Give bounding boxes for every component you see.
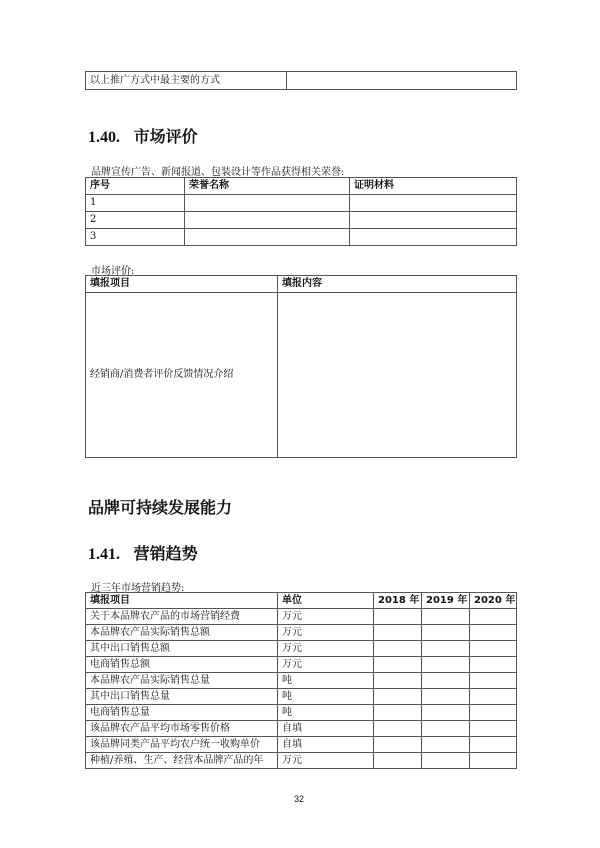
honor-table (85, 177, 517, 246)
table-row (86, 195, 517, 212)
trend-cell-2020[interactable] (470, 673, 517, 689)
trend-cell-2019[interactable] (422, 721, 470, 737)
table-row (86, 689, 517, 705)
table-row (86, 721, 517, 737)
trend-row-unit: 吨 (278, 673, 374, 689)
trend-cell-2019[interactable] (422, 609, 470, 625)
section-number: 1.40. (88, 129, 120, 146)
trend-row-unit: 自填 (278, 737, 374, 753)
trend-cell-2019[interactable] (422, 689, 470, 705)
trend-cell-2020[interactable] (470, 689, 517, 705)
table-row (86, 737, 517, 753)
trend-cell-2019[interactable] (422, 673, 470, 689)
evaluation-caption: 市场评价: (91, 266, 135, 277)
trend-cell-2020[interactable] (470, 657, 517, 673)
trend-cell-2018[interactable] (374, 609, 422, 625)
table-row (86, 657, 517, 673)
trend-row-item: 本品牌农产品实际销售总量 (86, 673, 278, 689)
trend-cell-2020[interactable] (470, 609, 517, 625)
evaluation-header-item: 填报项目 (86, 276, 278, 293)
trend-row-item: 关于本品牌农产品的市场营销经费 (86, 609, 278, 625)
table-row (86, 705, 517, 721)
trend-row-unit: 万元 (278, 609, 374, 625)
honor-row-proof[interactable] (350, 195, 517, 212)
trend-cell-2018[interactable] (374, 673, 422, 689)
section-heading-1-41 (88, 541, 198, 564)
trend-row-item: 该品牌农产品平均市场零售价格 (86, 721, 278, 737)
table-row (86, 753, 517, 769)
trend-cell-2019[interactable] (422, 641, 470, 657)
section-title: 营销趋势 (133, 544, 198, 563)
marketing-trend-table (85, 592, 517, 769)
trend-row-item: 电商销售总量 (86, 705, 278, 721)
trend-header-2020: 2020 年 (470, 593, 517, 609)
evaluation-content[interactable] (278, 293, 517, 458)
trend-row-item: 其中出口销售总额 (86, 641, 278, 657)
trend-cell-2019[interactable] (422, 737, 470, 753)
trend-cell-2019[interactable] (422, 657, 470, 673)
table-row (86, 212, 517, 229)
primary-promotion-value[interactable] (287, 72, 517, 90)
chapter-title: 品牌可持续发展能力 (88, 498, 233, 517)
table-row (86, 673, 517, 689)
trend-cell-2020[interactable] (470, 641, 517, 657)
primary-promotion-label: 以上推广方式中最主要的方式 (86, 72, 287, 90)
section-title: 市场评价 (133, 127, 198, 146)
evaluation-item: 经销商/消费者评价反馈情况介绍 (86, 293, 278, 458)
honor-row-index: 3 (86, 229, 185, 246)
trend-cell-2018[interactable] (374, 641, 422, 657)
trend-cell-2020[interactable] (470, 753, 517, 769)
honor-caption: 品牌宣传广告、新闻报道、包装设计等作品获得相关荣誉: (91, 167, 345, 178)
trend-cell-2018[interactable] (374, 625, 422, 641)
trend-header-unit: 单位 (278, 593, 374, 609)
page-number: 32 (294, 794, 305, 804)
trend-row-item: 种植/养殖、生产、经营本品牌产品的年 (86, 753, 278, 769)
table-row (86, 609, 517, 625)
evaluation-table (85, 275, 517, 458)
trend-cell-2018[interactable] (374, 721, 422, 737)
marketing-trend-caption: 近三年市场营销趋势: (91, 583, 185, 594)
honor-header-proof: 证明材料 (350, 178, 517, 195)
trend-row-unit: 万元 (278, 753, 374, 769)
honor-header-name: 荣誉名称 (185, 178, 350, 195)
trend-cell-2019[interactable] (422, 705, 470, 721)
honor-header-index: 序号 (86, 178, 185, 195)
trend-header-2018: 2018 年 (374, 593, 422, 609)
trend-row-item: 电商销售总额 (86, 657, 278, 673)
trend-cell-2019[interactable] (422, 625, 470, 641)
primary-promotion-table (85, 71, 517, 90)
trend-header-2019: 2019 年 (422, 593, 470, 609)
trend-row-unit: 自填 (278, 721, 374, 737)
trend-row-unit: 吨 (278, 689, 374, 705)
trend-cell-2018[interactable] (374, 737, 422, 753)
trend-cell-2020[interactable] (470, 721, 517, 737)
table-row (86, 229, 517, 246)
trend-row-unit: 万元 (278, 641, 374, 657)
trend-cell-2018[interactable] (374, 657, 422, 673)
trend-cell-2018[interactable] (374, 689, 422, 705)
trend-header-item: 填报项目 (86, 593, 278, 609)
trend-cell-2020[interactable] (470, 705, 517, 721)
honor-row-name[interactable] (185, 212, 350, 229)
trend-cell-2019[interactable] (422, 753, 470, 769)
honor-row-name[interactable] (185, 229, 350, 246)
section-number: 1.41. (88, 546, 120, 563)
trend-row-item: 本品牌农产品实际销售总额 (86, 625, 278, 641)
trend-row-unit: 万元 (278, 657, 374, 673)
honor-row-index: 1 (86, 195, 185, 212)
honor-row-proof[interactable] (350, 212, 517, 229)
trend-cell-2018[interactable] (374, 705, 422, 721)
table-row (86, 625, 517, 641)
evaluation-header-content: 填报内容 (278, 276, 517, 293)
trend-row-item: 其中出口销售总量 (86, 689, 278, 705)
honor-row-index: 2 (86, 212, 185, 229)
trend-row-item: 该品牌同类产品平均农户统一收购单价 (86, 737, 278, 753)
trend-cell-2018[interactable] (374, 753, 422, 769)
trend-cell-2020[interactable] (470, 625, 517, 641)
honor-row-name[interactable] (185, 195, 350, 212)
honor-row-proof[interactable] (350, 229, 517, 246)
table-row (86, 641, 517, 657)
trend-cell-2020[interactable] (470, 737, 517, 753)
section-heading-1-40 (88, 124, 198, 147)
trend-row-unit: 万元 (278, 625, 374, 641)
trend-row-unit: 吨 (278, 705, 374, 721)
